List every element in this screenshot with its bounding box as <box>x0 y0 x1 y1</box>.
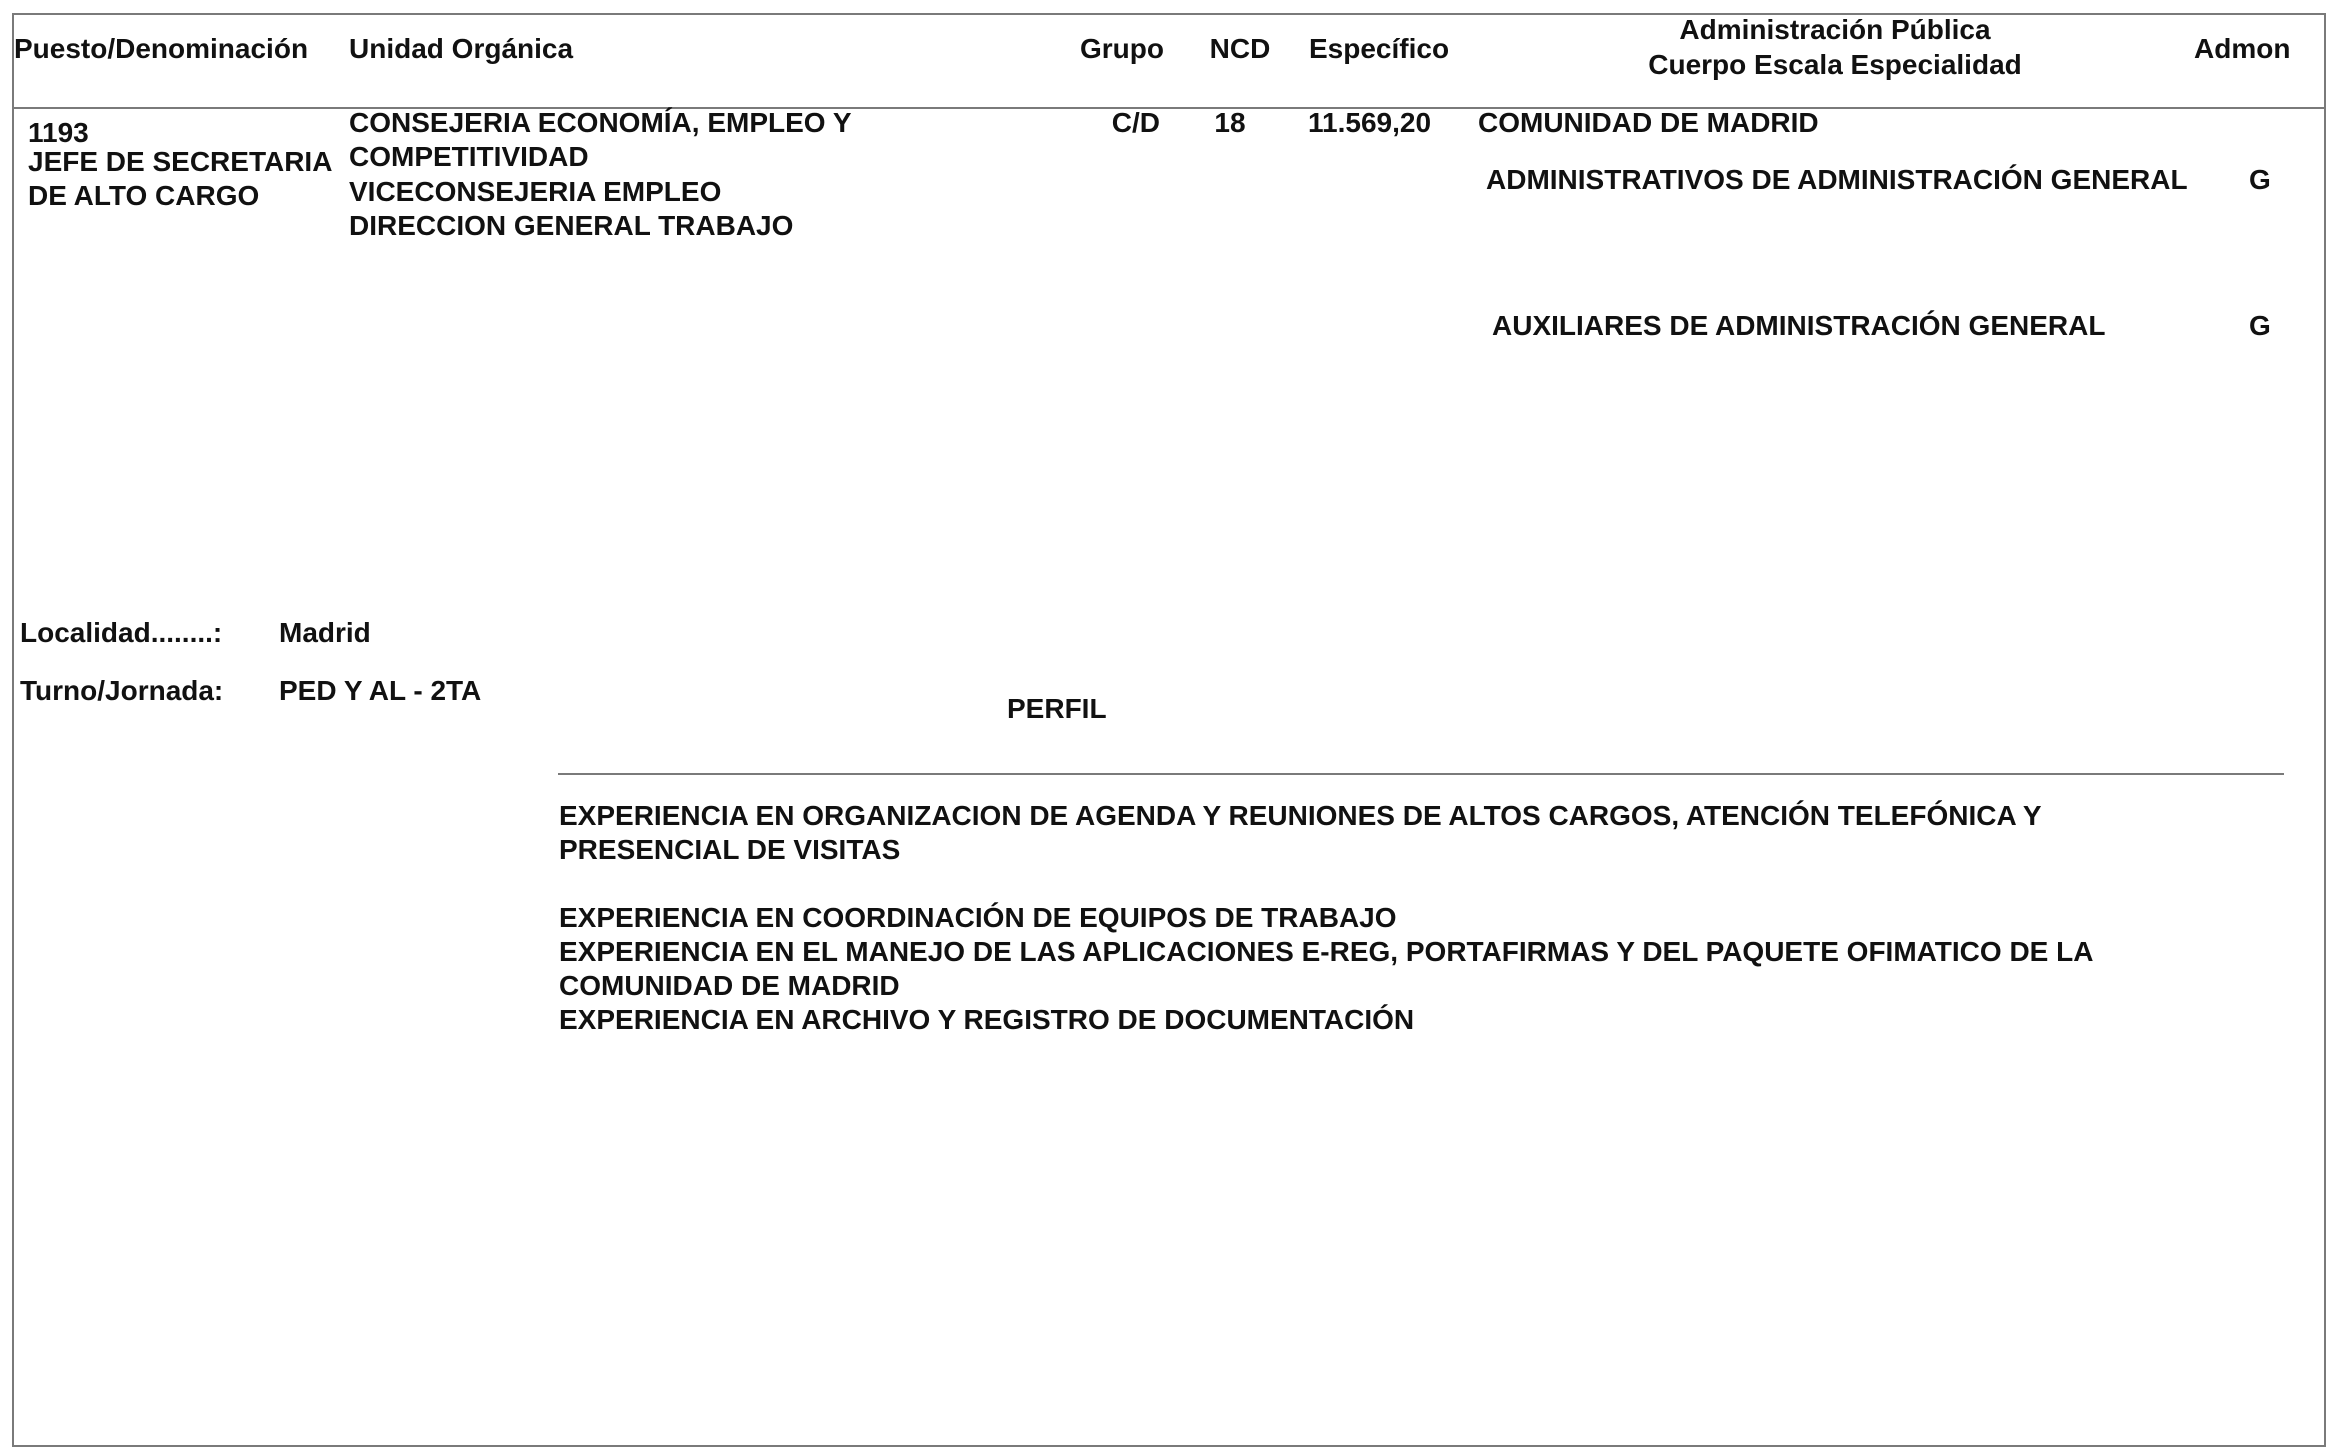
header-especifico: Específico <box>1309 33 1450 64</box>
unidad-line: CONSEJERIA ECONOMÍA, EMPLEO Y <box>349 107 852 138</box>
unidad-line: COMPETITIVIDAD <box>349 141 589 172</box>
cuerpo-name: ADMINISTRATIVOS DE ADMINISTRACIÓN GENERAL <box>1486 164 2188 195</box>
turno-label: Turno/Jornada: <box>20 675 224 706</box>
header-grupo: Grupo <box>1080 33 1164 64</box>
turno-value: PED Y AL - 2TA <box>279 675 482 706</box>
unidad-line: VICECONSEJERIA EMPLEO <box>349 176 722 207</box>
especifico-value: 11.569,20 <box>1308 107 1432 138</box>
puesto-number: 1193 <box>28 117 89 148</box>
perfil-line: EXPERIENCIA EN ARCHIVO Y REGISTRO DE DOCUMENTACIÓN <box>559 1004 1415 1035</box>
unidad-line: DIRECCION GENERAL TRABAJO <box>349 210 794 241</box>
header-ncd: NCD <box>1209 33 1271 64</box>
denominacion-line: DE ALTO CARGO <box>28 180 260 211</box>
header-admon: Admon <box>2194 33 2291 64</box>
perfil-line: PRESENCIAL DE VISITAS <box>559 834 901 865</box>
perfil-line: EXPERIENCIA EN ORGANIZACION DE AGENDA Y REUNIONES DE ALTOS CARGOS, ATENCIÓN TELEFÓNICA Y <box>559 800 2042 831</box>
denominacion-line: JEFE DE SECRETARIA <box>28 146 333 177</box>
localidad-value: Madrid <box>279 617 371 648</box>
cuerpo-admon: G <box>2249 310 2271 341</box>
ncd-value: 18 <box>1214 107 1246 138</box>
header-admin-line1: Administración Pública <box>1679 14 1991 45</box>
perfil-line: COMUNIDAD DE MADRID <box>559 970 900 1001</box>
grupo-value: C/D <box>1111 107 1160 138</box>
perfil-divider <box>558 773 2284 775</box>
perfil-title: PERFIL <box>1007 693 1107 724</box>
cuerpo-admon: G <box>2249 164 2271 195</box>
header-admin-line2: Cuerpo Escala Especialidad <box>1648 49 2022 80</box>
header-unidad: Unidad Orgánica <box>349 33 574 64</box>
cuerpo-name: AUXILIARES DE ADMINISTRACIÓN GENERAL <box>1492 310 2106 341</box>
localidad-label: Localidad........: <box>20 617 223 648</box>
header-puesto: Puesto/Denominación <box>14 33 309 64</box>
perfil-line: EXPERIENCIA EN COORDINACIÓN DE EQUIPOS DE TRABAJO <box>559 902 1397 933</box>
administracion-value: COMUNIDAD DE MADRID <box>1478 107 1819 138</box>
perfil-line: EXPERIENCIA EN EL MANEJO DE LAS APLICACIONES E-REG, PORTAFIRMAS Y DEL PAQUETE OFIMATICO DE LA <box>559 936 2094 967</box>
